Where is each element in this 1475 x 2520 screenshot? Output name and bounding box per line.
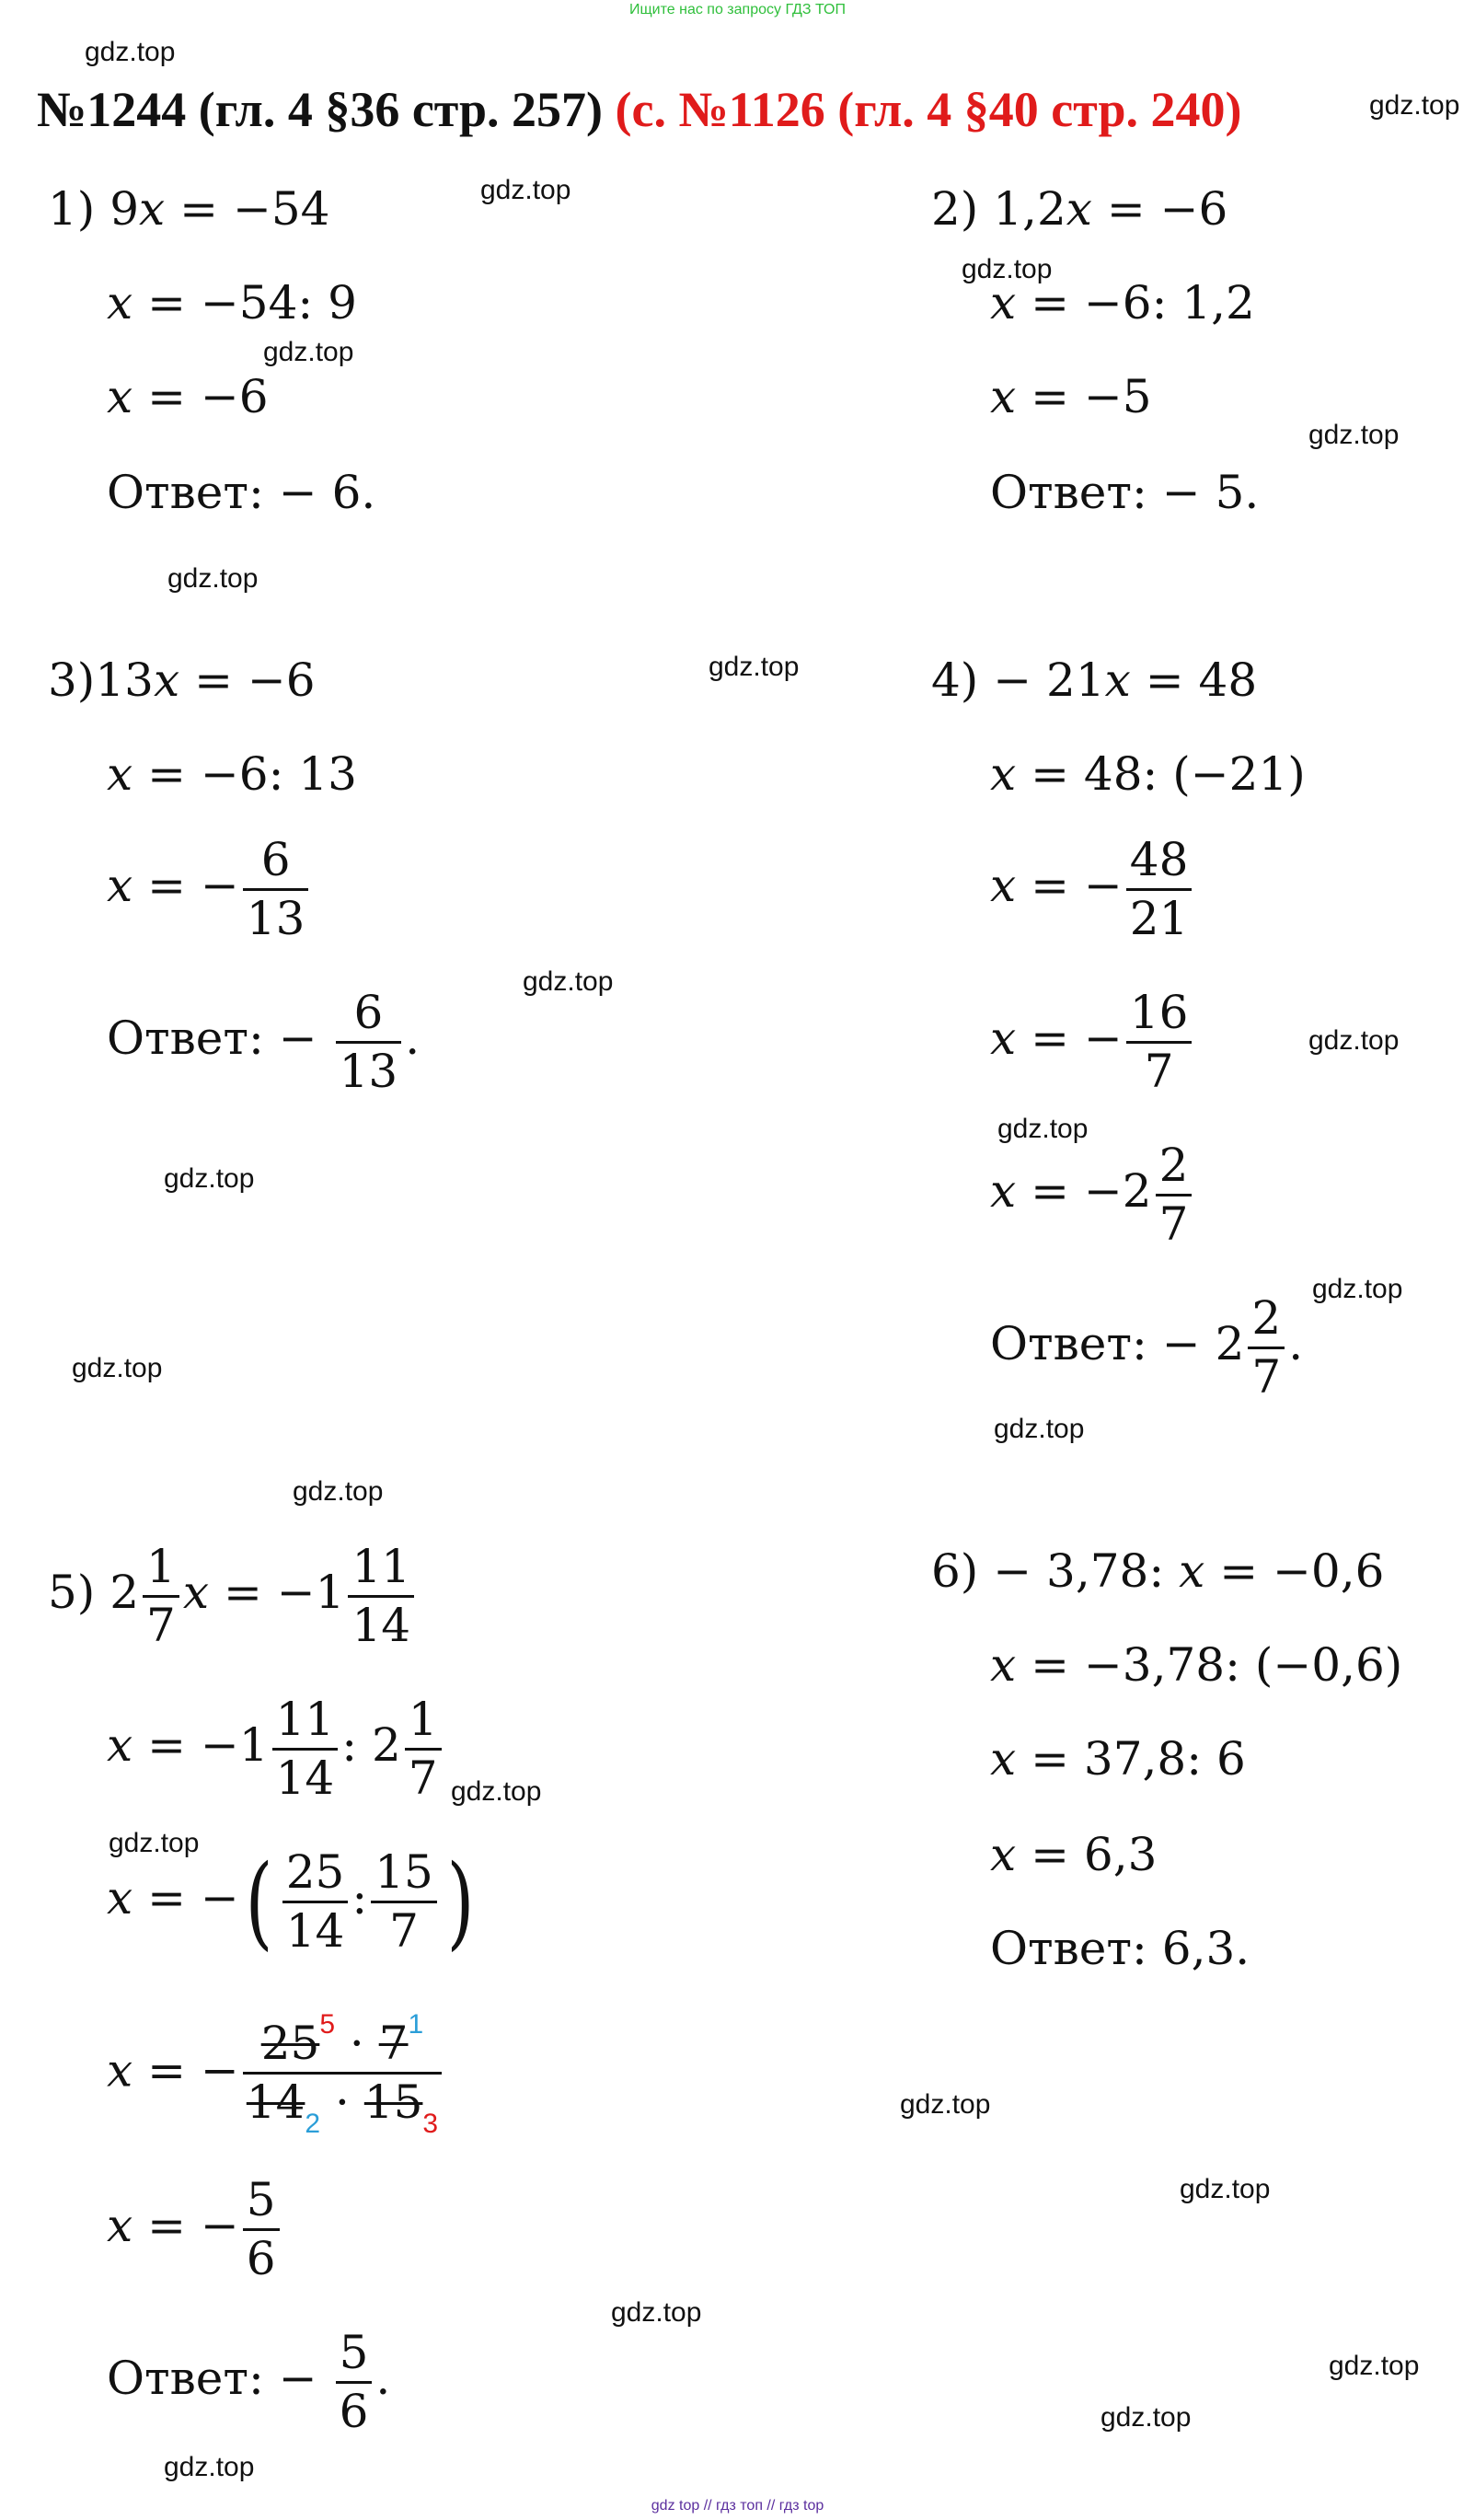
- fraction-cancel: $\frac{25^5 \cdot 7^1}{14_2 \cdot 15_3}$: [243, 2010, 442, 2138]
- fraction: $\frac{6}{13}$: [243, 836, 309, 942]
- watermark: gdz.top: [994, 1414, 1085, 1444]
- problem4-step2: x = − $\frac{48}{21}$: [990, 836, 1195, 942]
- problem4-step3: x = − $\frac{16}{7}$: [990, 988, 1195, 1095]
- watermark: gdz.top: [451, 1776, 542, 1807]
- problem4-step4: x = −2 $\frac{2}{7}$: [990, 1141, 1195, 1248]
- problem5-equation: 5) 2 $\frac{1}{7}$ x = −1 $\frac{11}{14}$: [48, 1543, 418, 1649]
- problem2-step1: x = −6: 1,2: [990, 276, 1255, 329]
- problem1-answer: Ответ: − 6.: [107, 466, 376, 519]
- problem6-equation: 6) − 3,78: x = −0,6: [931, 1544, 1385, 1598]
- title-main: №1244 (гл. 4 §36 стр. 257): [37, 82, 603, 137]
- fraction: $\frac{5}{6}$: [243, 2176, 280, 2283]
- problem3-answer: Ответ: − $\frac{6}{13}$ .: [107, 986, 421, 1098]
- watermark: gdz.top: [611, 2297, 702, 2328]
- problem1-equation: 1) 9x = −54: [48, 182, 330, 236]
- problem6-step1: x = −3,78: (−0,6): [990, 1638, 1403, 1692]
- watermark: gdz.top: [164, 2452, 255, 2482]
- problem4-equation: 4) − 21x = 48: [931, 653, 1258, 707]
- fraction: $\frac{11}{14}$: [348, 1543, 414, 1649]
- watermark: gdz.top: [1312, 1274, 1403, 1304]
- footer-banner[interactable]: gdz top // гдз топ // гдз top: [651, 2498, 824, 2514]
- problem6-step2: x = 37,8: 6: [990, 1732, 1246, 1786]
- watermark: gdz.top: [109, 1828, 200, 1858]
- fraction: $\frac{1}{7}$: [143, 1543, 179, 1649]
- watermark: gdz.top: [1308, 1025, 1400, 1056]
- watermark: gdz.top: [293, 1476, 384, 1507]
- problem2-answer: Ответ: − 5.: [990, 466, 1260, 519]
- watermark: gdz.top: [962, 254, 1053, 284]
- problem3-equation: 3)13x = −6: [48, 653, 316, 707]
- watermark: gdz.top: [72, 1353, 163, 1383]
- fraction: $\frac{2}{7}$: [1156, 1141, 1193, 1248]
- fraction: $\frac{2}{7}$: [1248, 1294, 1285, 1401]
- problem1-step2: x = −6: [107, 370, 269, 423]
- watermark: gdz.top: [709, 652, 800, 682]
- watermark: gdz.top: [900, 2089, 991, 2120]
- problem3-step2: x = − $\frac{6}{13}$: [107, 836, 312, 942]
- problem2-equation: 2) 1,2x = −6: [931, 182, 1228, 236]
- watermark: gdz.top: [523, 966, 614, 997]
- watermark: gdz.top: [1308, 420, 1400, 450]
- watermark: gdz.top: [1100, 2402, 1192, 2433]
- watermark: gdz.top: [85, 37, 176, 67]
- problem4-answer: Ответ: − 2 $\frac{2}{7}$ .: [990, 1291, 1304, 1404]
- watermark: gdz.top: [263, 337, 354, 367]
- top-banner[interactable]: Ищите нас по запросу ГДЗ ТОП: [629, 2, 846, 17]
- problem6-step3: x = 6,3: [990, 1828, 1158, 1881]
- title-alt: (с. №1126 (гл. 4 §40 стр. 240): [615, 82, 1242, 137]
- watermark: gdz.top: [1180, 2174, 1271, 2204]
- watermark: gdz.top: [997, 1114, 1089, 1144]
- problem6-answer: Ответ: 6,3.: [990, 1922, 1250, 1975]
- fraction: $\frac{16}{7}$: [1126, 988, 1193, 1095]
- problem2-step2: x = −5: [990, 370, 1152, 423]
- problem1-step1: x = −54: 9: [107, 276, 357, 329]
- problem3-step1: x = −6: 13: [107, 747, 357, 801]
- fraction: $\frac{6}{13}$: [336, 988, 402, 1095]
- fraction: $\frac{48}{21}$: [1126, 836, 1193, 942]
- watermark: gdz.top: [167, 563, 259, 594]
- fraction: $\frac{25}{14}$: [282, 1848, 349, 1955]
- page-title: [37, 81, 1241, 138]
- problem5-step4: x = − $\frac{5}{6}$: [107, 2176, 283, 2283]
- problem5-step3: x = − $\frac{25^5 \cdot 7^1}{14_2 \cdot 15_3}$: [107, 2010, 445, 2138]
- fraction: $\frac{1}{7}$: [405, 1695, 442, 1802]
- watermark: gdz.top: [1329, 2351, 1420, 2381]
- problem4-step1: x = 48: (−21): [990, 747, 1306, 801]
- problem5-answer: Ответ: − $\frac{5}{6}$ .: [107, 2326, 391, 2438]
- watermark: gdz.top: [164, 1163, 255, 1194]
- fraction: $\frac{5}{6}$: [336, 2329, 373, 2435]
- fraction: $\frac{15}{7}$: [371, 1848, 437, 1955]
- fraction: $\frac{11}{14}$: [272, 1695, 339, 1802]
- problem5-step2: x = −( $\frac{25}{14}$ : $\frac{15}{7}$ ): [107, 1843, 475, 1960]
- problem5-step1: x = −1 $\frac{11}{14}$ : 2 $\frac{1}{7}$: [107, 1695, 445, 1802]
- watermark: gdz.top: [1369, 90, 1460, 121]
- watermark: gdz.top: [480, 175, 571, 205]
